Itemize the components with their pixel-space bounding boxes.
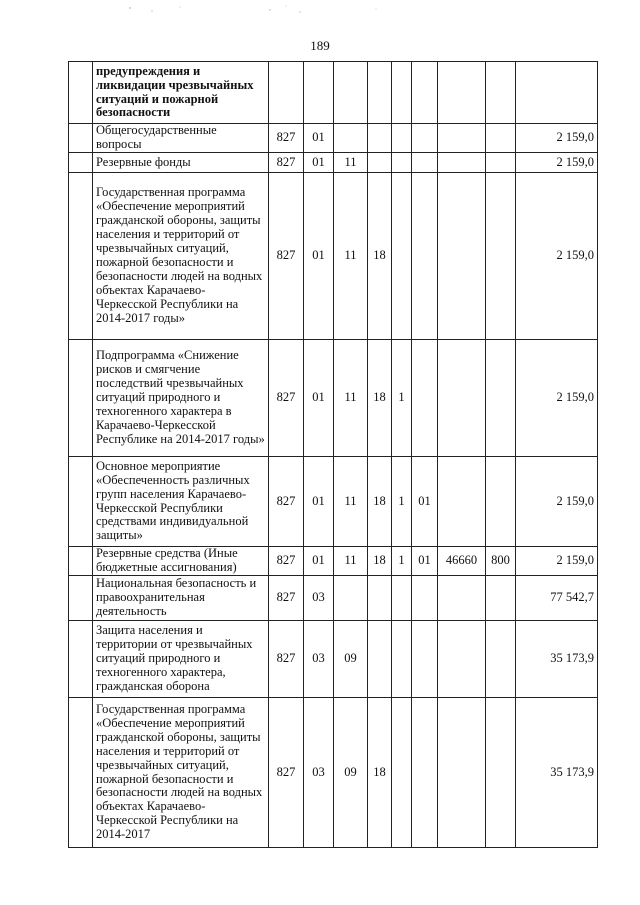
row-sum: 2 159,0 <box>516 457 598 547</box>
scan-noise <box>90 2 390 16</box>
ved-code <box>269 62 304 124</box>
row-sum: 2 159,0 <box>516 153 598 173</box>
ved-code: 827 <box>269 153 304 173</box>
table-row <box>69 124 598 153</box>
subprogram-code <box>392 124 412 153</box>
row-name: Резервные фонды <box>93 153 269 173</box>
direction-code <box>438 153 486 173</box>
row-name: Государственная программа «Обеспечение мероприятий гражданской обороны, защиты населения и территорий от чрезвычайных ситуаций, пожарной безопасности и безопасности людей на водных объектах Карачаево-Черкесской Республики на 2014-2017 <box>93 698 269 848</box>
table-row <box>69 576 598 621</box>
direction-code <box>438 457 486 547</box>
main-activity-code <box>412 62 438 124</box>
subsection-code: 11 <box>334 457 368 547</box>
direction-code: 46660 <box>438 547 486 576</box>
main-activity-code <box>412 124 438 153</box>
row-number-cell <box>69 576 93 621</box>
row-number-cell <box>69 124 93 153</box>
main-activity-code <box>412 621 438 698</box>
subprogram-code <box>392 173 412 340</box>
subsection-code <box>334 62 368 124</box>
main-activity-code: 01 <box>412 457 438 547</box>
expense-type-code <box>486 173 516 340</box>
expense-type-code <box>486 621 516 698</box>
section-code: 01 <box>304 153 334 173</box>
table-row <box>69 340 598 457</box>
ved-code: 827 <box>269 173 304 340</box>
budget-table <box>68 61 598 848</box>
expense-type-code <box>486 698 516 848</box>
direction-code <box>438 62 486 124</box>
program-code: 18 <box>368 340 392 457</box>
row-name: Подпрограмма «Снижение рисков и смягчение последствий чрезвычайных ситуаций природного и техногенного характера в Карачаево-Черкесской Республике на 2014-2017 годы» <box>93 340 269 457</box>
row-number-cell <box>69 698 93 848</box>
table-row <box>69 621 598 698</box>
subsection-code: 09 <box>334 698 368 848</box>
row-name: Государственная программа «Обеспечение мероприятий гражданской обороны, защиты населения и территорий от чрезвычайных ситуаций, пожарной безопасности и безопасности людей на водных объектах Карачаево-Черкесской Республики на 2014-2017 годы» <box>93 173 269 340</box>
direction-code <box>438 173 486 340</box>
ved-code: 827 <box>269 340 304 457</box>
expense-type-code <box>486 457 516 547</box>
subsection-code <box>334 124 368 153</box>
main-activity-code <box>412 576 438 621</box>
row-name: Резервные средства (Иные бюджетные ассигнования) <box>93 547 269 576</box>
expense-type-code <box>486 576 516 621</box>
subprogram-code <box>392 576 412 621</box>
ved-code: 827 <box>269 621 304 698</box>
program-code <box>368 62 392 124</box>
row-number-cell <box>69 153 93 173</box>
main-activity-code <box>412 173 438 340</box>
program-code: 18 <box>368 547 392 576</box>
row-name: предупреждения и ликвидации чрезвычайных ситуаций и пожарной безопасности <box>93 62 269 124</box>
subprogram-code <box>392 153 412 173</box>
row-name: Основное мероприятие «Обеспеченность различных групп населения Карачаево-Черкесской Республики средствами индивидуальной защиты» <box>93 457 269 547</box>
row-sum: 35 173,9 <box>516 621 598 698</box>
row-sum: 2 159,0 <box>516 547 598 576</box>
direction-code <box>438 124 486 153</box>
subsection-code <box>334 576 368 621</box>
main-activity-code <box>412 698 438 848</box>
section-code: 01 <box>304 173 334 340</box>
main-activity-code <box>412 153 438 173</box>
table-row <box>69 698 598 848</box>
section-code: 03 <box>304 621 334 698</box>
subprogram-code <box>392 62 412 124</box>
row-sum: 2 159,0 <box>516 340 598 457</box>
program-code <box>368 621 392 698</box>
table-row <box>69 62 598 124</box>
section-code: 01 <box>304 547 334 576</box>
subsection-code: 09 <box>334 621 368 698</box>
section-code: 01 <box>304 340 334 457</box>
subprogram-code <box>392 698 412 848</box>
ved-code: 827 <box>269 457 304 547</box>
row-sum: 2 159,0 <box>516 173 598 340</box>
row-sum <box>516 62 598 124</box>
subsection-code: 11 <box>334 153 368 173</box>
section-code: 01 <box>304 457 334 547</box>
section-code: 03 <box>304 576 334 621</box>
subsection-code: 11 <box>334 547 368 576</box>
row-name: Национальная безопасность и правоохранительная деятельность <box>93 576 269 621</box>
row-number-cell <box>69 457 93 547</box>
expense-type-code <box>486 124 516 153</box>
subprogram-code: 1 <box>392 340 412 457</box>
ved-code: 827 <box>269 124 304 153</box>
row-number-cell <box>69 173 93 340</box>
program-code: 18 <box>368 698 392 848</box>
expense-type-code <box>486 62 516 124</box>
subsection-code: 11 <box>334 340 368 457</box>
expense-type-code <box>486 340 516 457</box>
section-code: 01 <box>304 124 334 153</box>
row-name: Защита населения и территории от чрезвычайных ситуаций природного и техногенного характера, гражданская оборона <box>93 621 269 698</box>
table-row <box>69 457 598 547</box>
subprogram-code: 1 <box>392 547 412 576</box>
row-number-cell <box>69 621 93 698</box>
ved-code: 827 <box>269 576 304 621</box>
program-code: 18 <box>368 457 392 547</box>
section-code: 03 <box>304 698 334 848</box>
section-code <box>304 62 334 124</box>
program-code: 18 <box>368 173 392 340</box>
table-row <box>69 547 598 576</box>
table-row <box>69 153 598 173</box>
row-sum: 77 542,7 <box>516 576 598 621</box>
main-activity-code <box>412 340 438 457</box>
ved-code: 827 <box>269 698 304 848</box>
expense-type-code <box>486 153 516 173</box>
row-number-cell <box>69 340 93 457</box>
row-number-cell <box>69 62 93 124</box>
direction-code <box>438 576 486 621</box>
program-code <box>368 124 392 153</box>
table-row <box>69 173 598 340</box>
direction-code <box>438 698 486 848</box>
subprogram-code <box>392 621 412 698</box>
program-code <box>368 576 392 621</box>
main-activity-code: 01 <box>412 547 438 576</box>
row-number-cell <box>69 547 93 576</box>
program-code <box>368 153 392 173</box>
ved-code: 827 <box>269 547 304 576</box>
direction-code <box>438 340 486 457</box>
row-sum: 2 159,0 <box>516 124 598 153</box>
page-number: 189 <box>310 38 330 53</box>
expense-type-code: 800 <box>486 547 516 576</box>
subsection-code: 11 <box>334 173 368 340</box>
row-name: Общегосударственные вопросы <box>93 124 269 153</box>
row-sum: 35 173,9 <box>516 698 598 848</box>
direction-code <box>438 621 486 698</box>
subprogram-code: 1 <box>392 457 412 547</box>
